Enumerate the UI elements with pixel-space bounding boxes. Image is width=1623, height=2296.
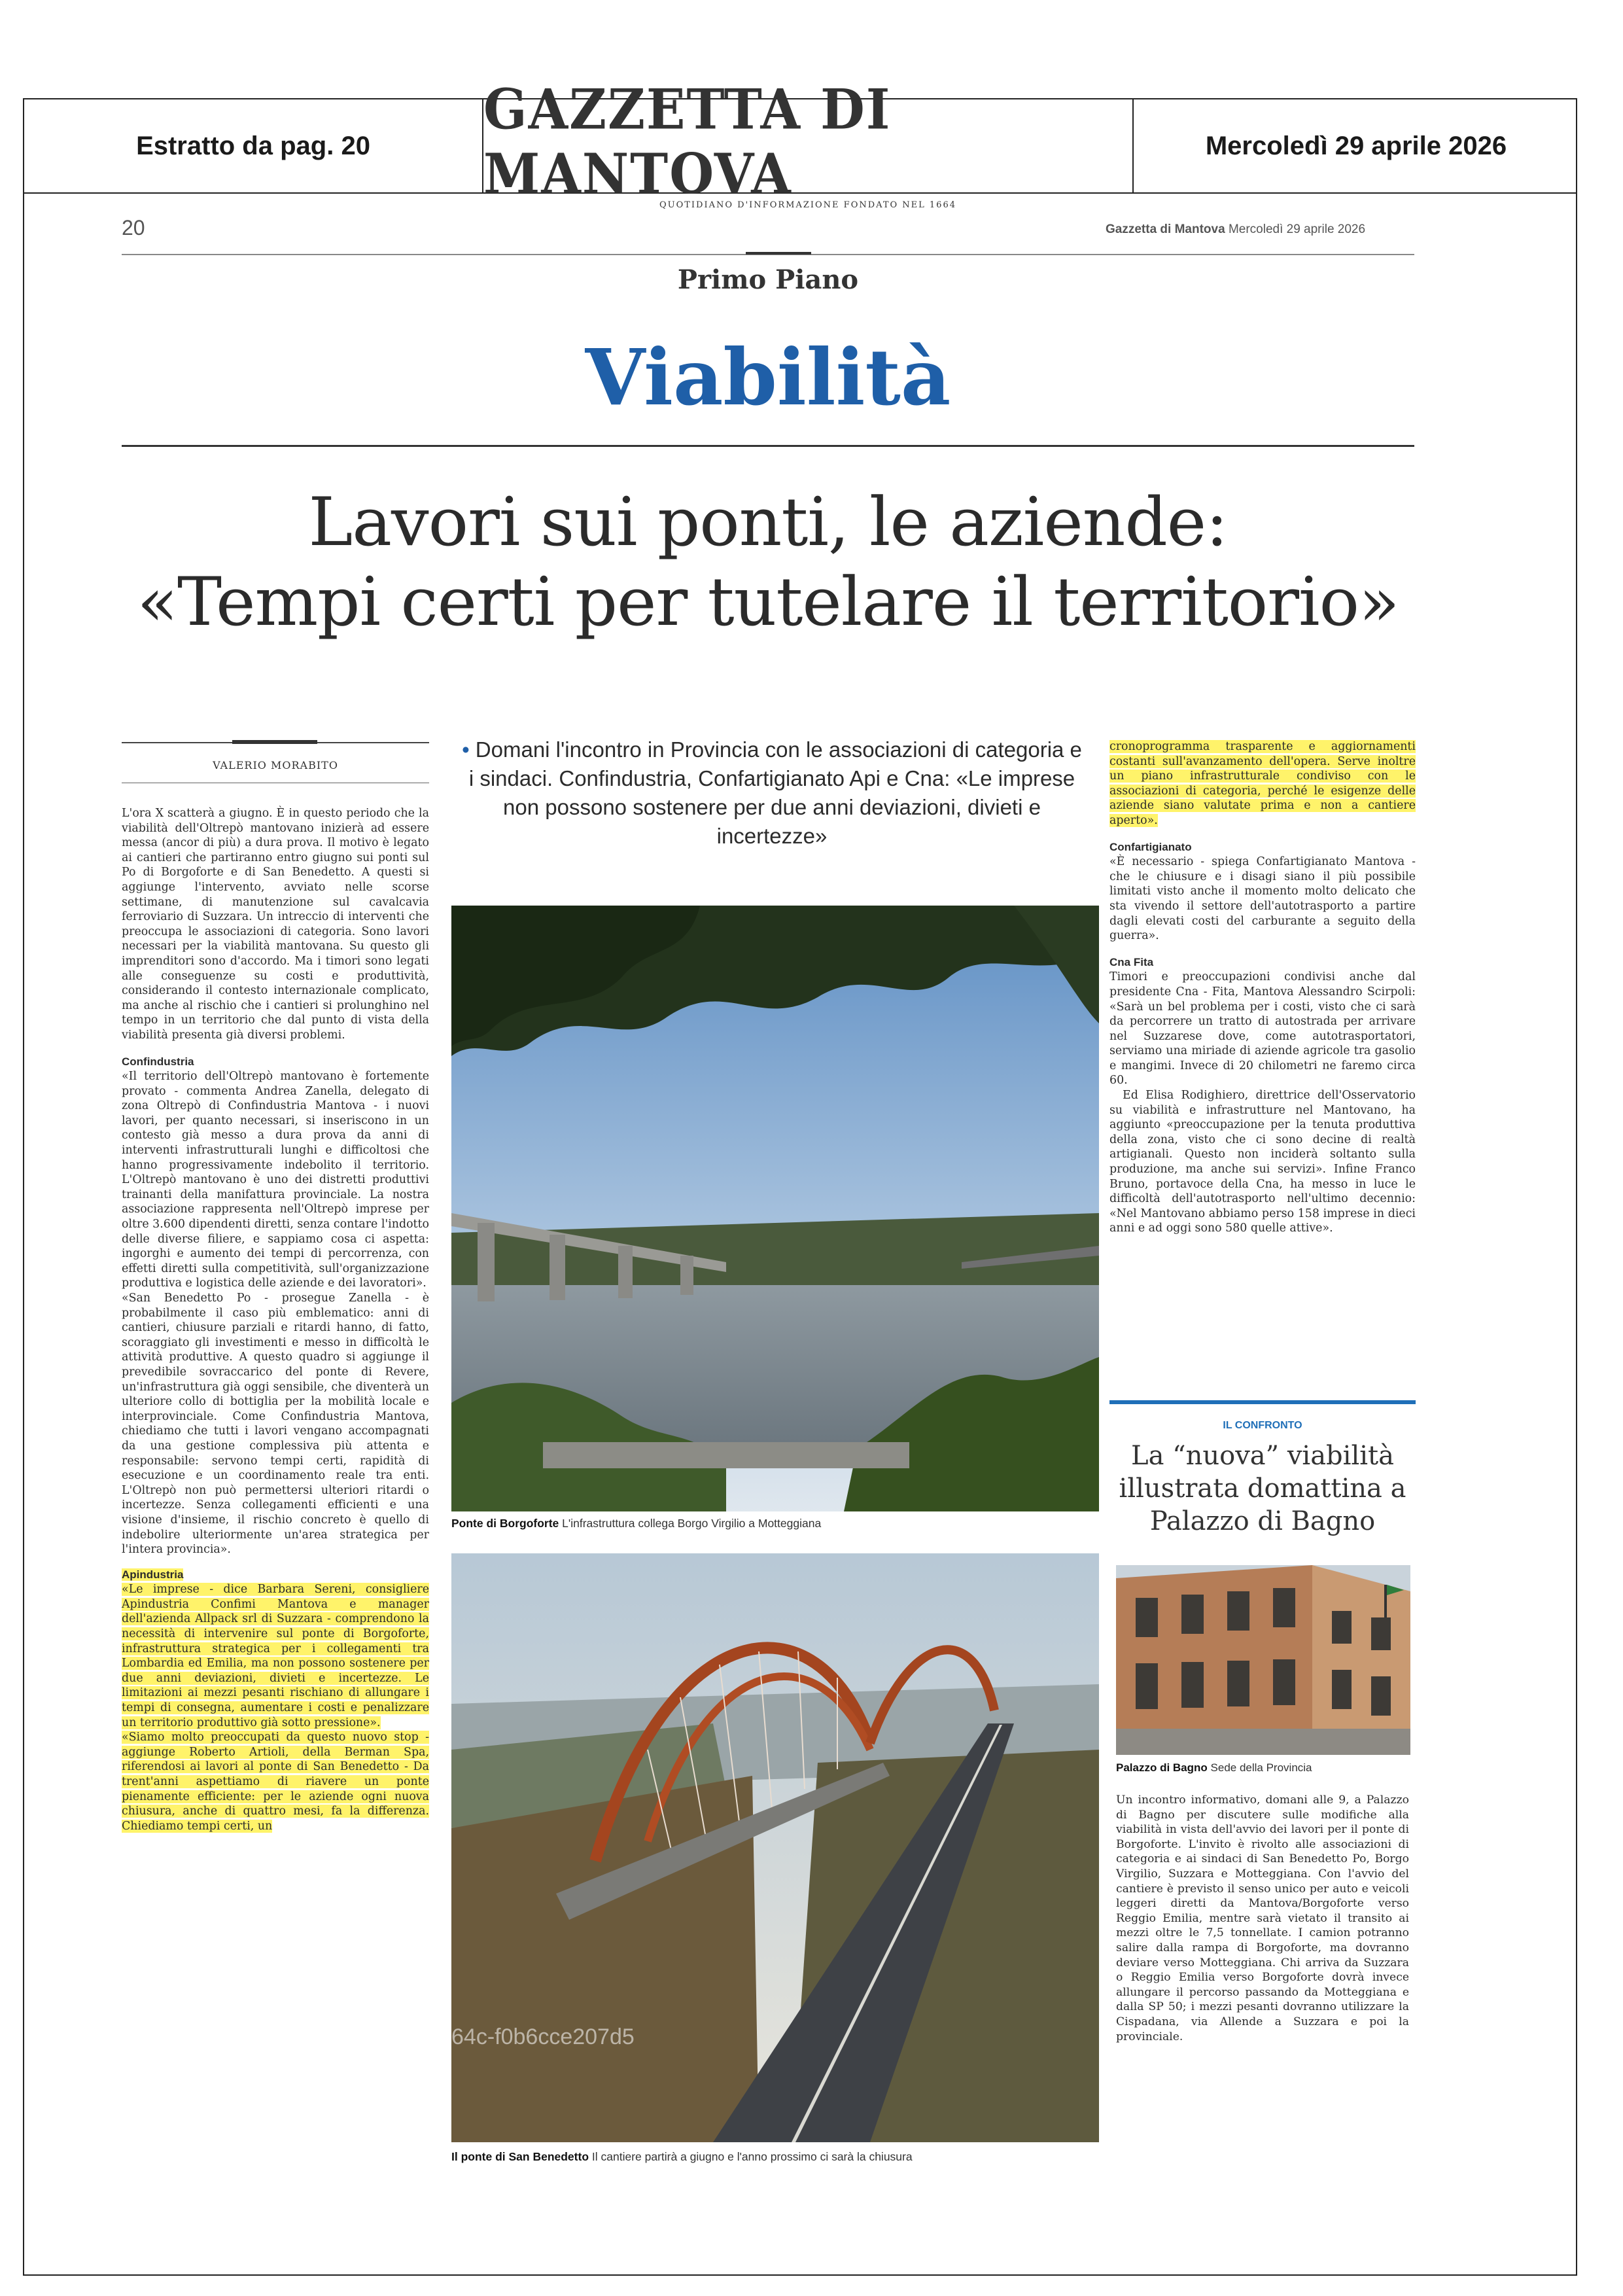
section-label: Primo Piano [677,264,859,295]
paragraph-intro: L'ora X scatterà a giugno. È in questo periodo che la viabilità dell'Oltrepò mantovano inizierà ad essere messa (ancor di più) a dura prova. Il motivo è legato ai cantieri che partiranno entro giugno sui ponti sul Po di Borgoforte e di San Benedetto. A questi si aggiunge l'intervento, avviato nelle scorse settimane, di manutenzione sul cavalcavia ferroviario di Suzzara. Un intreccio di interventi che preoccupa le associazioni di categoria. Sono lavori necessari per la viabilità mantovana. Su questo gli imprenditori sono d'accordo. Ma i timori sono legati alle conseguenze su costi e produttività, considerando il contesto internazionale complicato, ma anche al rischio che i cantieri si prolunghino nel tempo in un territorio che dal punto di vista della viabilità presenta già diversi problemi. [122,807,429,1042]
subhead-confindustria: Confindustria [122,1055,194,1068]
paragraph-sereni [122,1582,429,1730]
subhead-cna-fita: Cna Fita [1109,955,1154,968]
headline [122,483,1414,643]
photo-palazzo-di-bagno [1116,1565,1410,1755]
author: VALERIO MORABITO [213,759,338,771]
page-number: 20 [122,216,145,239]
clipping-date: Mercoledì 29 aprile 2026 [1205,131,1507,160]
paragraph-confartigianato: «È necessario - spiega Confartigianato Mantova - che le chiusure e i disagi siano il più possibile limitati visto anche il momento molto delicato che sta vivendo il settore dell'autotrasporto a partire dagli elevati costi del carburante a seguito della guerra». [1109,855,1416,943]
paragraph-artioli-cont-text: cronoprogramma trasparente e aggiornamenti costanti sull'avanzamento dell'opera. Serve inoltre un piano infrastrutturale condiviso con le associazioni di categoria, perché le esigenze delle aziende siano valutate prima e non a cantiere aperto». [1109,740,1416,827]
caption-borgoforte-title: Ponte di Borgoforte [451,1517,559,1530]
paragraph-rodighiero: Ed Elisa Rodighiero, direttrice dell'Osservatorio su viabilità e infrastrutture nel Mantovano, ha aggiunto «preoccupazione per la tenuta produttiva della zona, visto che ci sono decine di realtà artigianali. Questo non inciderà soltanto sulla produzione, ma anche sui servizi». Infine Franco Bruno, portavoce della Cna, ha messo in luce le difficoltà dell'autotrasporto nell'ultimo decennio: «Nel Mantovano abbiamo perso 158 imprese in dieci anni e ad oggi sono 580 quelle attive». [1109,1089,1416,1235]
photo-borgoforte-image [451,906,1099,1511]
caption-palazzo [1116,1761,1417,1775]
headline-line-2: «Tempi certi per tutelare il territorio» [137,563,1399,641]
subhead-confartigianato: Confartigianato [1109,840,1192,853]
column-left [122,806,429,1833]
caption-san-benedetto-text: Il cantiere partirà a giugno e l'anno prossimo ci sarà la chiusura [591,2150,913,2163]
caption-san-benedetto-title: Il ponte di San Benedetto [451,2150,589,2163]
headline-line-1: Lavori sui ponti, le aziende: [308,484,1228,561]
sidebar-kicker: IL CONFRONTO [1223,1420,1302,1431]
photo-palazzo-image [1116,1565,1410,1755]
masthead-subtitle: QUOTIDIANO D'INFORMAZIONE FONDATO NEL 1664 [659,200,956,210]
deck-bullet: • [462,737,470,762]
sidebar-body: Un incontro informativo, domani alle 9, a Palazzo di Bagno per discutere sulle modifiche alla viabilità in vista dell'avvio dei lavori per il ponte di Borgoforte. L'invito è rivolto alle associazioni di categoria e ai sindaci di San Benedetto Po, Borgo Virgilio, Suzzara e Motteggiana. Con l'avvio del cantiere è previsto il senso unico per auto e veicoli leggeri diretti da Mantova/Borgoforte verso Reggio Emilia, mentre sarà vietato il transito ai mezzi oltre le 7,5 tonnellate. I camion potranno salire dalla rampa di Borgoforte, ma dovranno deviare verso Motteggiana. Chi arriva da Suzzara o Reggio Emilia verso Borgoforte dovrà invece allungare il percorso passando da Motteggiana e dalla SP 50; i mezzi pesanti dovranno utilizzare la Cispadana, via Allende a Suzzara e poi la provinciale. [1116,1793,1409,2043]
caption-palazzo-text: Sede della Provincia [1210,1761,1312,1774]
paragraph-zanella-2: «San Benedetto Po - prosegue Zanella - è probabilmente il caso più emblematico: anni di cantieri, chiusure parziali e ritardi hanno, di fatto, scoraggiato gli investimenti e messo in difficoltà le attività produttive. A questo quadro si aggiunge il prevedibile sovraccarico del ponte di Revere, un'infrastruttura già oggi sensibile, che diventerà un ulteriore collo di bottiglia per la mobilità locale e interprovinciale. Come Confindustria Mantova, chiediamo che tutti i lavori vengano accompagnati da una gestione complessiva più attenta e responsabile: servono tempi certi, rapidità di esecuzione e un coordinamento reale tra enti. L'Oltrepò non può permettersi ulteriori ritardi o incertezze. Senza collegamenti efficienti e una visione d'insieme, il rischio concreto è quello di indebolire ulteriormente un'area strategica per l'intera provincia». [122,1292,429,1557]
paragraph-artioli [122,1730,429,1833]
masthead [482,77,1134,210]
deck-text: Domani l'incontro in Provincia con le associazioni di categoria e i sindaci. Confindustria, Confartigianato Api e Cna: «Le imprese non possono sostenere per due anni deviazioni, divieti e incertezze» [468,737,1082,848]
extract-label: Estratto da pag. 20 [136,131,370,160]
caption-palazzo-title: Palazzo di Bagno [1116,1761,1208,1774]
paragraph-sereni-text: «Le imprese - dice Barbara Sereni, consigliere Apindustria Confimi Mantova e manager dell'azienda Allpack srl di Suzzara - comprendono la necessità di intervenire sul ponte di Borgoforte, infrastruttura strategica per i collegamenti tra Lombardia ed Emilia, ma non possono sostenere per due anni deviazioni, divieti e incertezze. Le limitazioni ai mezzi pesanti rischiano di allungare i tempi di consegna, aumentare i costi e penalizzare un territorio produttivo già sotto pressione». [122,1583,429,1729]
paragraph-scirpoli: Timori e preoccupazioni condivisi anche dal presidente Cna - Fita, Mantova Alessandro Scirpoli: «Sarà un bel problema per i costi, visto che ci sarà da percorrere un tratto di autostrada per arrivare nel Suzzarese dove, come autotrasportatori, serviamo una miriade di aziende agricole tra gasolio e mangimi. Invece di 20 chilometri ne faremo circa 60. [1109,970,1416,1087]
masthead-title: GAZZETTA DI MANTOVA [483,77,892,206]
paragraph-zanella-1: «Il territorio dell'Oltrepò mantovano è fortemente provato - commenta Andrea Zanella, delegato di zona Oltrepò di Confindustria Mantova - i nuovi lavori, per quanto necessari, si inseriscono in un contesto già messo a dura prova da anni di interventi infrastrutturali lunghi e difficoltosi che hanno progressivamente indebolito il territorio. L'Oltrepò mantovano è uno dei distretti produttivi trainanti della manifattura provinciale. La nostra associazione rappresenta nell'Oltrepò imprese per oltre 3.600 dipendenti diretti, senza contare l'indotto delle diverse filiere, e sappiamo cosa ci aspetta: ingorghi e aumento dei tempi di percorrenza, con effetti diretti sulla competitività, sull'organizzazione produttiva e logistica delle aziende e dei lavoratori». [122,1070,429,1290]
photo-san-benedetto-image [451,1553,1099,2142]
photo-ponte-san-benedetto [451,1553,1099,2142]
subhead-apindustria-text: Apindustria [122,1568,184,1581]
subhead-apindustria [122,1568,429,1583]
running-date: Mercoledì 29 aprile 2026 [1228,222,1366,236]
sidebar-rule [1109,1400,1416,1404]
caption-borgoforte [451,1517,1099,1530]
heading-rule [122,445,1414,447]
byline-mark [232,740,317,744]
sidebar-title: La “nuova” viabilità illustrata domattina a Palazzo di Bagno [1119,1441,1406,1536]
caption-san-benedetto [451,2150,1099,2164]
topic-heading: Viabilità [585,332,951,423]
watermark-text: 64c-f0b6cce207d5 [451,2024,635,2049]
caption-borgoforte-text: L'infrastruttura collega Borgo Virgilio a Motteggiana [562,1517,822,1530]
running-paper: Gazzetta di Mantova [1106,222,1225,236]
paragraph-artioli-cont [1109,739,1416,828]
paragraph-artioli-text: «Siamo molto preoccupati da questo nuovo stop - aggiunge Roberto Artioli, della Berman Spa, riferendosi ai lavori al ponte di San Benedetto - Da trent'anni aspettiamo di riavere un ponte pienamente efficiente: per le aziende ogni nuova chiusura, anche di quattro mesi, fa la differenza. Chiediamo tempi certi, un [122,1731,429,1833]
clipping-header [23,77,1577,210]
column-right [1109,739,1416,1236]
photo-ponte-borgoforte [451,906,1099,1511]
running-head [1106,222,1365,237]
section-mark [746,252,811,255]
deck [458,735,1086,851]
